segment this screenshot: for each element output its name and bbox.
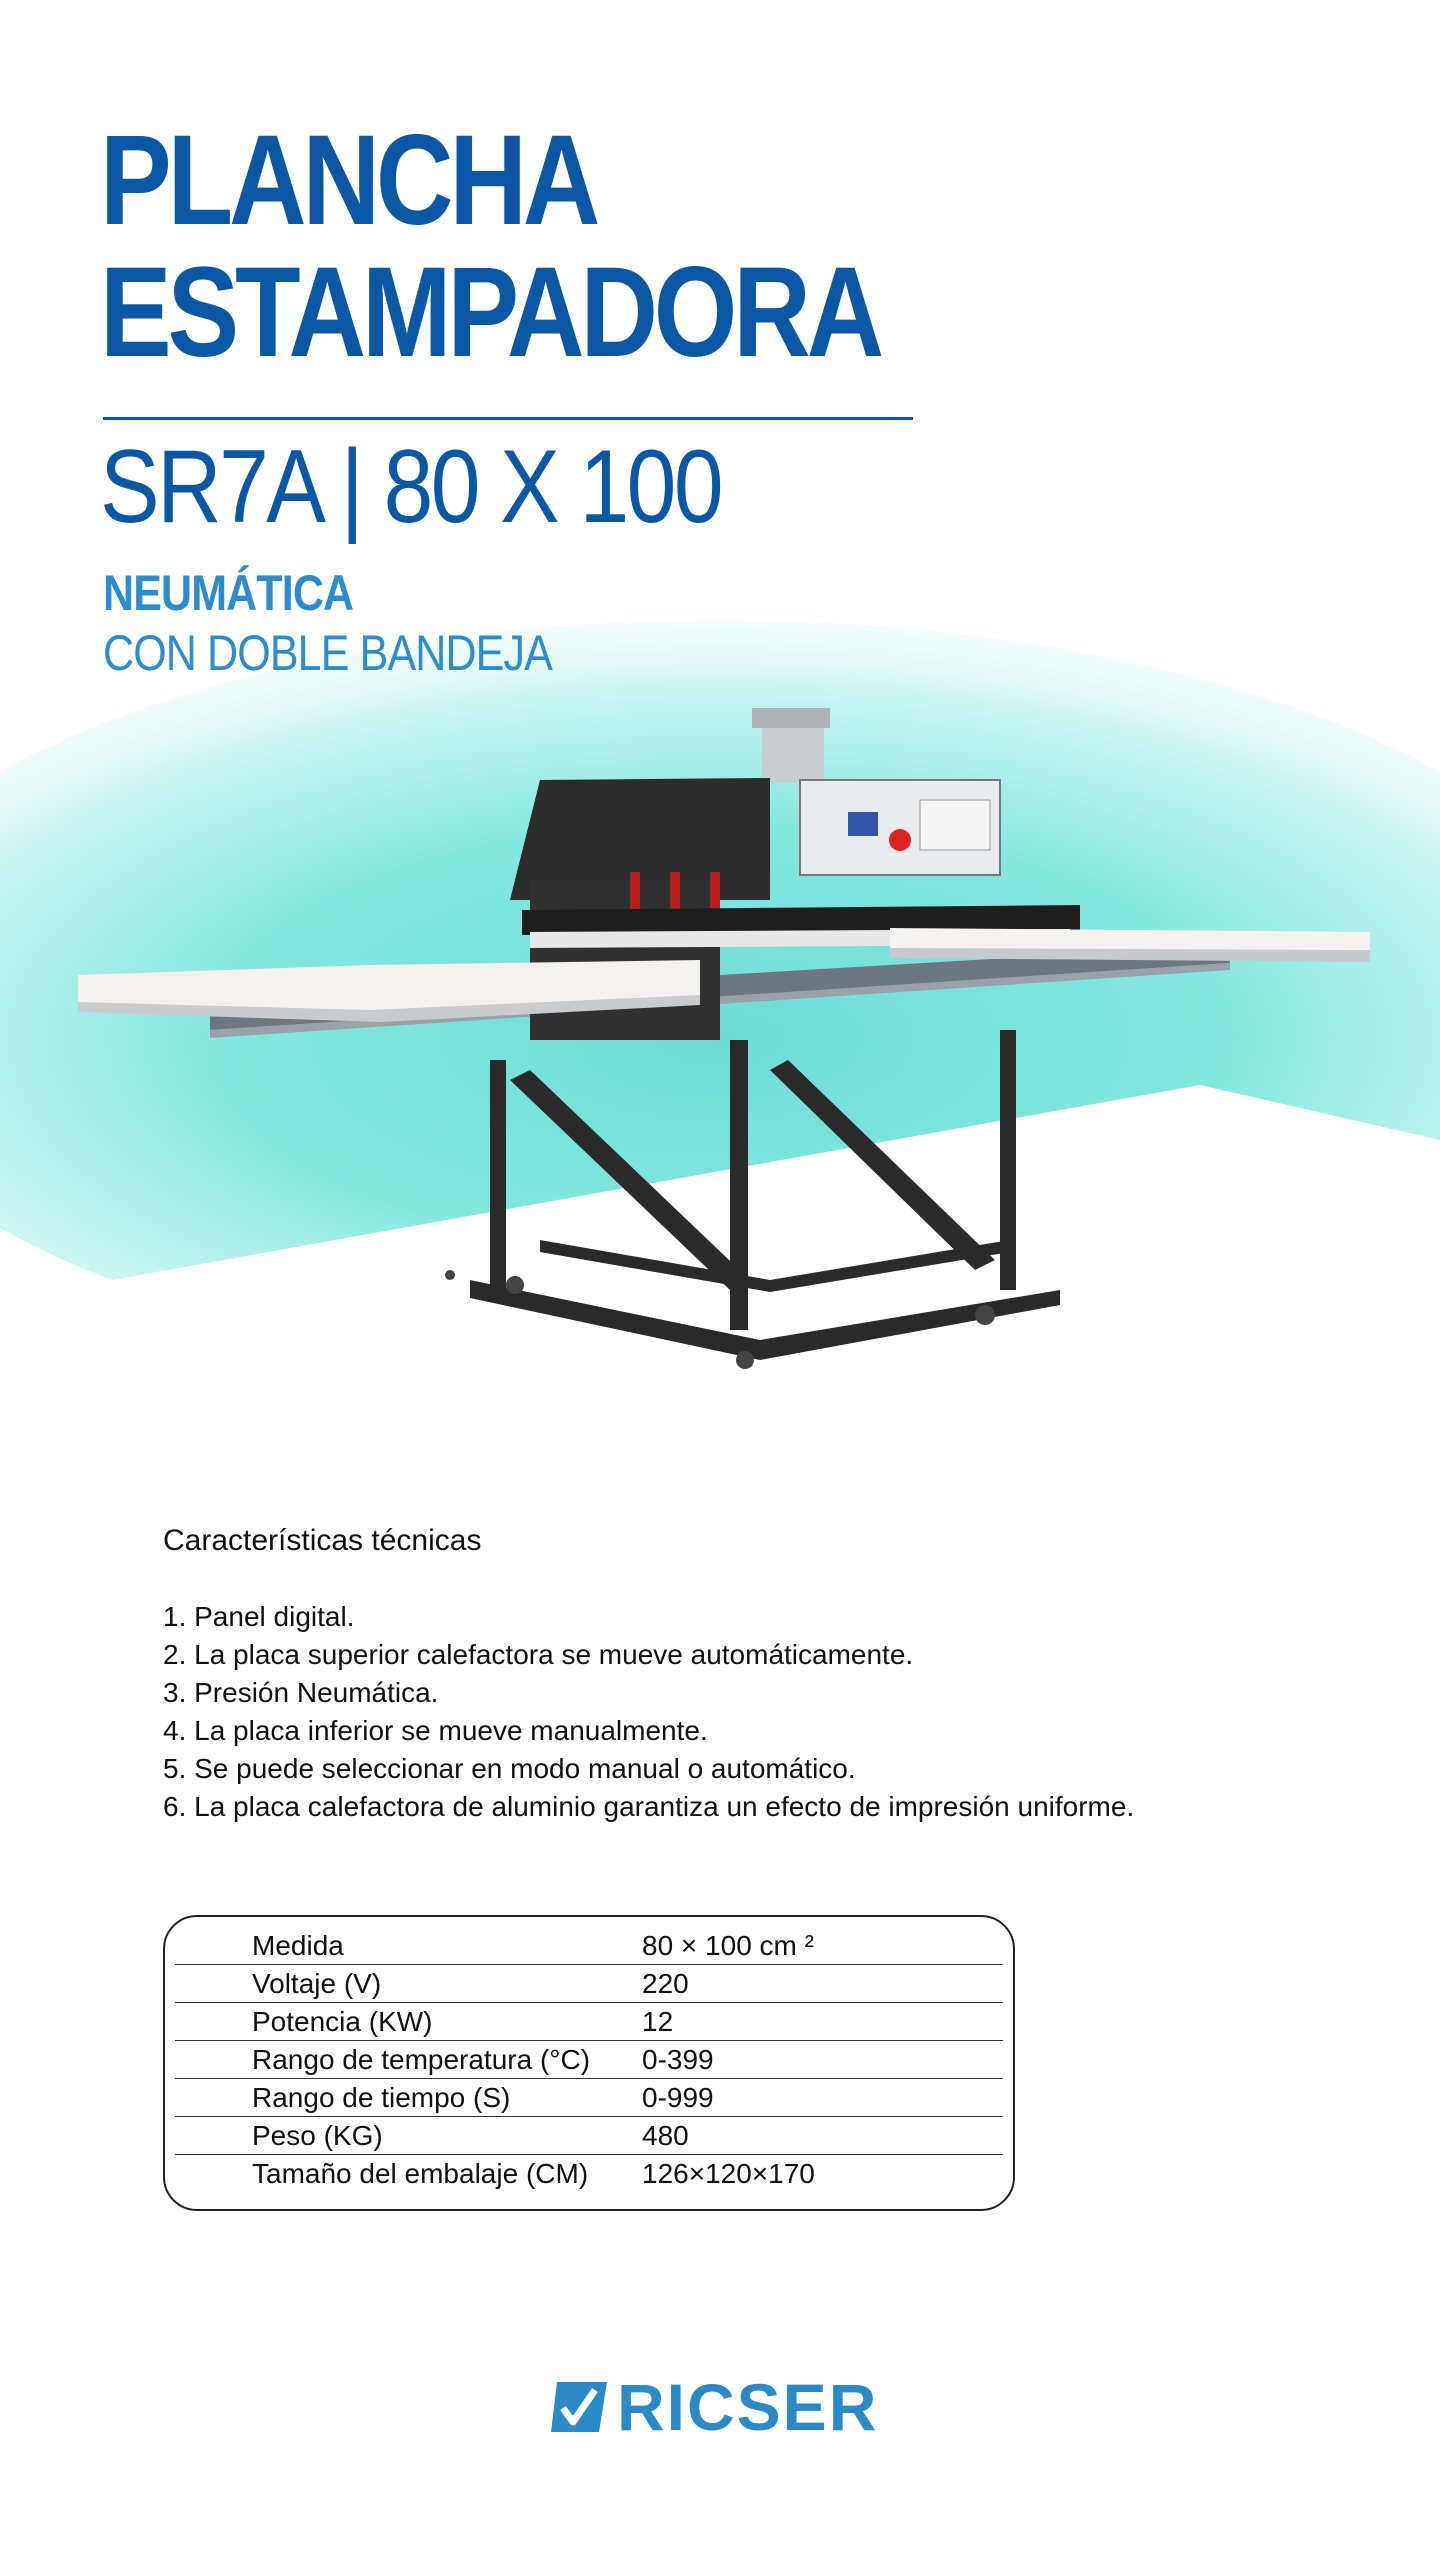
brand-name: RICSER [617, 2370, 879, 2444]
feature-item: 2. La placa superior calefactora se mueve automáticamente. [163, 1639, 914, 1670]
feature-item: 5. Se puede seleccionar en modo manual o automático. [163, 1753, 856, 1784]
spec-value: 220 [642, 1965, 1003, 2003]
title-line-1: PLANCHA [100, 109, 597, 252]
table-row [175, 2079, 1003, 2117]
feature-item: 6. La placa calefactora de aluminio garantiza un efecto de impresión uniforme. [163, 1791, 1135, 1822]
features-list [163, 1598, 1134, 1826]
spec-label: Peso (KG) [175, 2117, 642, 2155]
table-row [175, 2041, 1003, 2079]
spec-label: Potencia (KW) [175, 2003, 642, 2041]
spec-label: Medida [175, 1927, 642, 1965]
title-line-2: ESTAMPADORA [100, 241, 881, 384]
spec-label: Rango de tiempo (S) [175, 2079, 642, 2117]
page-title [100, 109, 881, 384]
spec-value: 0-999 [642, 2079, 1003, 2117]
spec-table [175, 1927, 1003, 2192]
table-row [175, 1965, 1003, 2003]
table-row [175, 2117, 1003, 2155]
heat-press-machine-icon [70, 700, 1390, 1420]
feature-item: 4. La placa inferior se mueve manualmente. [163, 1715, 708, 1746]
spec-label: Voltaje (V) [175, 1965, 642, 2003]
subtitle-pneumatic: NEUMÁTICA [103, 565, 354, 621]
table-row [175, 2155, 1003, 2193]
spec-label: Tamaño del embalaje (CM) [252, 2157, 589, 2189]
brand-logo [551, 2370, 879, 2444]
spec-value: 480 [642, 2117, 1003, 2155]
spec-value: 80 × 100 cm ² [642, 1927, 1003, 1965]
spec-value: 12 [642, 2003, 1003, 2041]
subtitle-double-tray: CON DOBLE BANDEJA [103, 625, 552, 681]
checkmark-logo-icon [551, 2378, 609, 2436]
feature-item: 1. Panel digital. [163, 1601, 355, 1632]
table-row [175, 1927, 1003, 1965]
spec-label: Rango de temperatura (°C) [175, 2041, 642, 2079]
model-name: SR7A | 80 X 100 [100, 429, 722, 545]
feature-item: 3. Presión Neumática. [163, 1677, 439, 1708]
spec-table-box [163, 1915, 1015, 2211]
title-divider [103, 417, 913, 420]
features-heading: Características técnicas [163, 1524, 482, 1557]
spec-value: 126×120×170 [642, 2157, 815, 2189]
table-row [175, 2003, 1003, 2041]
spec-value: 0-399 [642, 2041, 1003, 2079]
